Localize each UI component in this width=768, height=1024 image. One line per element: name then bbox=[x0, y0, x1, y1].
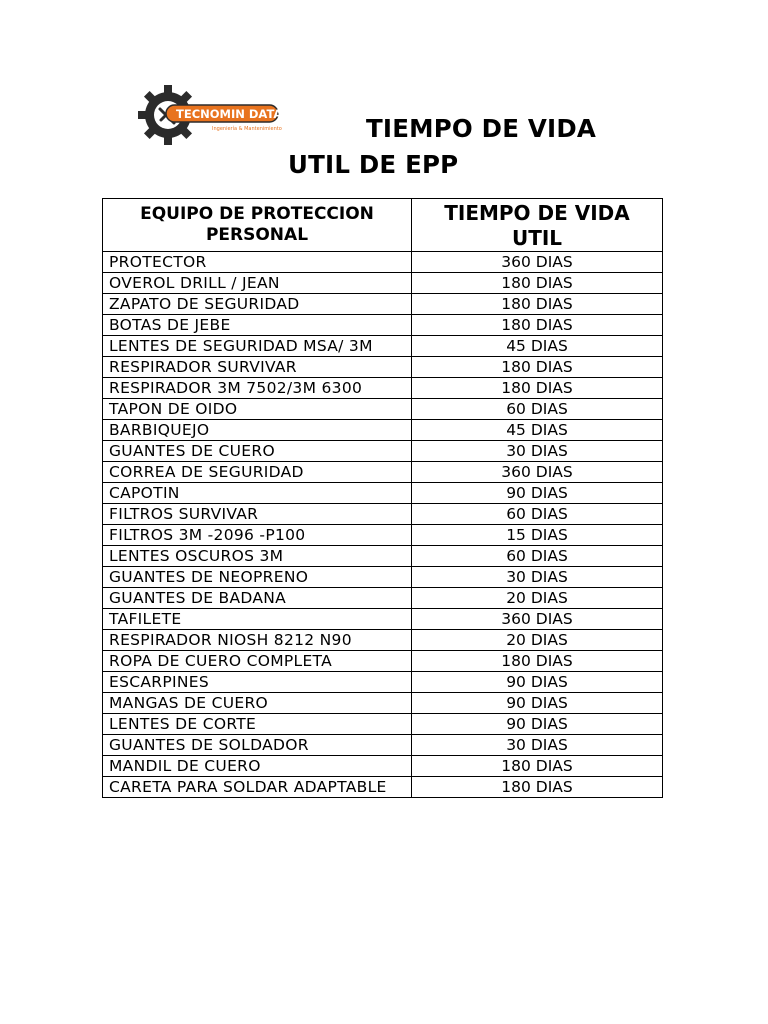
page-title-line-1: TIEMPO DE VIDA bbox=[366, 114, 597, 143]
lifetime-value-cell: 360 DIAS bbox=[412, 462, 663, 483]
equipment-name-cell: LENTES DE SEGURIDAD MSA/ 3M bbox=[103, 336, 412, 357]
equipment-name-cell: ZAPATO DE SEGURIDAD bbox=[103, 294, 412, 315]
equipment-name-cell: GUANTES DE SOLDADOR bbox=[103, 735, 412, 756]
equipment-name-cell: ESCARPINES bbox=[103, 672, 412, 693]
table-row bbox=[103, 462, 663, 483]
logo-wordmark: TECNOMIN DATA bbox=[176, 107, 283, 121]
lifetime-value-cell: 45 DIAS bbox=[412, 336, 663, 357]
table-row bbox=[103, 693, 663, 714]
table-row bbox=[103, 714, 663, 735]
table-row bbox=[103, 294, 663, 315]
table-row bbox=[103, 315, 663, 336]
logo-tagline: Ingeniería & Mantenimiento bbox=[212, 126, 282, 132]
lifetime-value-cell: 180 DIAS bbox=[412, 357, 663, 378]
equipment-name-cell: MANGAS DE CUERO bbox=[103, 693, 412, 714]
table-row bbox=[103, 504, 663, 525]
table-row bbox=[103, 756, 663, 777]
lifetime-value-cell: 180 DIAS bbox=[412, 378, 663, 399]
column-header-equipment: EQUIPO DE PROTECCION PERSONAL bbox=[103, 199, 412, 252]
equipment-name-cell: OVEROL DRILL / JEAN bbox=[103, 273, 412, 294]
lifetime-value-cell: 20 DIAS bbox=[412, 630, 663, 651]
lifetime-value-cell: 60 DIAS bbox=[412, 546, 663, 567]
table-row bbox=[103, 483, 663, 504]
table-row bbox=[103, 735, 663, 756]
equipment-name-cell: RESPIRADOR SURVIVAR bbox=[103, 357, 412, 378]
equipment-name-cell: MANDIL DE CUERO bbox=[103, 756, 412, 777]
lifetime-value-cell: 360 DIAS bbox=[412, 609, 663, 630]
equipment-name-cell: LENTES DE CORTE bbox=[103, 714, 412, 735]
lifetime-value-cell: 30 DIAS bbox=[412, 735, 663, 756]
equipment-name-cell: PROTECTOR bbox=[103, 252, 412, 273]
equipment-name-cell: BOTAS DE JEBE bbox=[103, 315, 412, 336]
table-row bbox=[103, 525, 663, 546]
lifetime-value-cell: 90 DIAS bbox=[412, 672, 663, 693]
lifetime-value-cell: 15 DIAS bbox=[412, 525, 663, 546]
equipment-name-cell: BARBIQUEJO bbox=[103, 420, 412, 441]
table-row bbox=[103, 777, 663, 798]
table-row bbox=[103, 651, 663, 672]
table-row bbox=[103, 399, 663, 420]
company-logo bbox=[138, 84, 288, 146]
table-row bbox=[103, 609, 663, 630]
table-row bbox=[103, 546, 663, 567]
table-row bbox=[103, 273, 663, 294]
table-row bbox=[103, 336, 663, 357]
lifetime-value-cell: 90 DIAS bbox=[412, 693, 663, 714]
table-row bbox=[103, 252, 663, 273]
lifetime-value-cell: 180 DIAS bbox=[412, 273, 663, 294]
equipment-name-cell: TAFILETE bbox=[103, 609, 412, 630]
lifetime-value-cell: 180 DIAS bbox=[412, 315, 663, 336]
lifetime-value-cell: 90 DIAS bbox=[412, 714, 663, 735]
table-row bbox=[103, 378, 663, 399]
equipment-name-cell: RESPIRADOR 3M 7502/3M 6300 bbox=[103, 378, 412, 399]
table-row bbox=[103, 588, 663, 609]
table-row bbox=[103, 630, 663, 651]
lifetime-value-cell: 90 DIAS bbox=[412, 483, 663, 504]
equipment-name-cell: FILTROS SURVIVAR bbox=[103, 504, 412, 525]
equipment-name-cell: CORREA DE SEGURIDAD bbox=[103, 462, 412, 483]
equipment-name-cell: GUANTES DE BADANA bbox=[103, 588, 412, 609]
lifetime-value-cell: 20 DIAS bbox=[412, 588, 663, 609]
column-header-lifetime: TIEMPO DE VIDA UTIL bbox=[412, 199, 663, 252]
equipment-name-cell: ROPA DE CUERO COMPLETA bbox=[103, 651, 412, 672]
gear-logo-icon bbox=[138, 84, 288, 146]
equipment-name-cell: FILTROS 3M -2096 -P100 bbox=[103, 525, 412, 546]
equipment-name-cell: GUANTES DE NEOPRENO bbox=[103, 567, 412, 588]
equipment-name-cell: CAPOTIN bbox=[103, 483, 412, 504]
equipment-name-cell: TAPON DE OIDO bbox=[103, 399, 412, 420]
epp-lifetime-table bbox=[102, 198, 663, 798]
table-header-row bbox=[103, 199, 663, 252]
lifetime-value-cell: 180 DIAS bbox=[412, 777, 663, 798]
lifetime-value-cell: 180 DIAS bbox=[412, 756, 663, 777]
lifetime-value-cell: 360 DIAS bbox=[412, 252, 663, 273]
table-row bbox=[103, 567, 663, 588]
table-row bbox=[103, 420, 663, 441]
table-row bbox=[103, 357, 663, 378]
equipment-name-cell: CARETA PARA SOLDAR ADAPTABLE bbox=[103, 777, 412, 798]
lifetime-value-cell: 60 DIAS bbox=[412, 504, 663, 525]
table-row bbox=[103, 672, 663, 693]
equipment-name-cell: GUANTES DE CUERO bbox=[103, 441, 412, 462]
lifetime-value-cell: 45 DIAS bbox=[412, 420, 663, 441]
table-row bbox=[103, 441, 663, 462]
lifetime-value-cell: 30 DIAS bbox=[412, 567, 663, 588]
lifetime-value-cell: 30 DIAS bbox=[412, 441, 663, 462]
page-title-line-2: UTIL DE EPP bbox=[288, 150, 459, 179]
lifetime-value-cell: 180 DIAS bbox=[412, 294, 663, 315]
lifetime-value-cell: 180 DIAS bbox=[412, 651, 663, 672]
equipment-name-cell: LENTES OSCUROS 3M bbox=[103, 546, 412, 567]
equipment-name-cell: RESPIRADOR NIOSH 8212 N90 bbox=[103, 630, 412, 651]
lifetime-value-cell: 60 DIAS bbox=[412, 399, 663, 420]
